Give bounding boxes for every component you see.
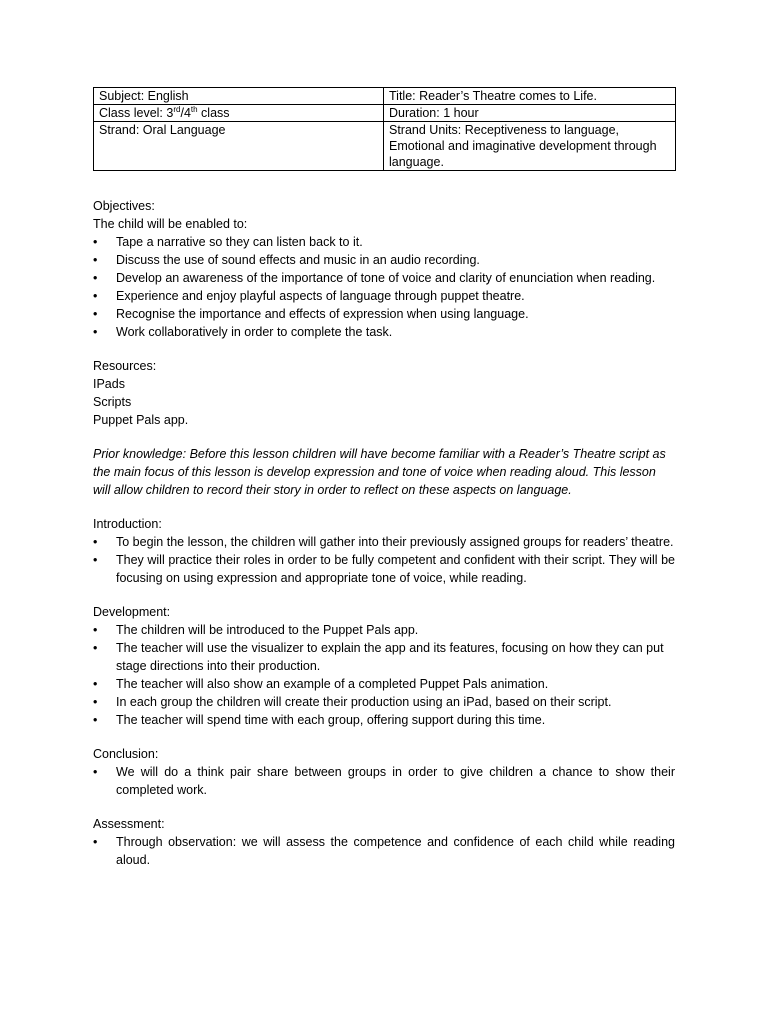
table-row	[94, 105, 676, 122]
introduction-section	[93, 515, 675, 587]
resources-section	[93, 357, 675, 429]
list-item-text: Work collaboratively in order to complete the task.	[116, 325, 393, 339]
class-level-sup-th: th	[190, 104, 198, 114]
assessment-heading: Assessment:	[93, 817, 165, 831]
objectives-heading: Objectives:	[93, 199, 155, 213]
bullet-icon: •	[93, 253, 98, 267]
list-item	[93, 551, 675, 587]
table-row	[94, 88, 676, 105]
list-item	[93, 233, 675, 251]
assessment-list	[93, 833, 675, 869]
bullet-icon: •	[93, 535, 98, 549]
resource-item: Puppet Pals app.	[93, 413, 189, 427]
conclusion-heading: Conclusion:	[93, 747, 159, 761]
list-item-text: Develop an awareness of the importance of tone of voice and clarity of enunciation when reading.	[116, 271, 656, 285]
list-item	[93, 533, 675, 551]
objectives-section	[93, 197, 675, 341]
bullet-icon: •	[93, 553, 98, 567]
list-item-text: In each group the children will create their production using an iPad, based on their script.	[116, 695, 612, 709]
development-section	[93, 603, 675, 729]
objectives-intro: The child will be enabled to:	[93, 217, 248, 231]
list-item-text: They will practice their roles in order to be fully competent and confident with their script. They will be focusing on using expression and appropriate tone of voice, while reading.	[116, 553, 675, 585]
list-item	[93, 639, 675, 675]
introduction-heading: Introduction:	[93, 517, 162, 531]
subject-cell: Subject: English	[94, 88, 384, 105]
class-level-cell	[94, 105, 384, 122]
table-row	[94, 122, 676, 171]
list-item	[93, 287, 675, 305]
objectives-list	[93, 233, 675, 341]
list-item	[93, 251, 675, 269]
list-item	[93, 693, 675, 711]
list-item-text: Tape a narrative so they can listen back to it.	[116, 235, 363, 249]
bullet-icon: •	[93, 289, 98, 303]
list-item-text: The teacher will also show an example of a completed Puppet Pals animation.	[116, 677, 549, 691]
list-item-text: The teacher will use the visualizer to explain the app and its features, focusing on how they can put stage directions into their production.	[116, 641, 664, 673]
class-level-mid: /4	[180, 106, 191, 120]
development-list	[93, 621, 675, 729]
bullet-icon: •	[93, 835, 98, 849]
list-item	[93, 621, 675, 639]
bullet-icon: •	[93, 695, 98, 709]
list-item	[93, 323, 675, 341]
prior-knowledge-paragraph: Prior knowledge: Before this lesson children will have become familiar with a Reader’s Theatre script as the main focus of this lesson is develop expression and tone of voice when reading aloud. This lesson will allow children to record their story in order to reflect on these aspects on language.	[93, 447, 666, 497]
list-item-text: Experience and enjoy playful aspects of language through puppet theatre.	[116, 289, 525, 303]
list-item-text: The teacher will spend time with each group, offering support during this time.	[116, 713, 546, 727]
list-item	[93, 833, 675, 869]
bullet-icon: •	[93, 271, 98, 285]
bullet-icon: •	[93, 765, 98, 779]
resources-heading: Resources:	[93, 359, 157, 373]
list-item	[93, 711, 675, 729]
conclusion-section	[93, 745, 675, 799]
bullet-icon: •	[93, 713, 98, 727]
conclusion-list	[93, 763, 675, 799]
bullet-icon: •	[93, 325, 98, 339]
bullet-icon: •	[93, 235, 98, 249]
list-item-text: We will do a think pair share between groups in order to give children a chance to show their completed work.	[116, 765, 675, 797]
title-cell: Title: Reader’s Theatre comes to Life.	[384, 88, 676, 105]
bullet-icon: •	[93, 623, 98, 637]
introduction-list	[93, 533, 675, 587]
list-item	[93, 305, 675, 323]
class-level-sup-rd: rd	[173, 104, 181, 114]
class-level-suffix: class	[197, 106, 230, 120]
bullet-icon: •	[93, 307, 98, 321]
duration-cell: Duration: 1 hour	[384, 105, 676, 122]
resource-item: IPads	[93, 377, 125, 391]
list-item	[93, 763, 675, 799]
development-heading: Development:	[93, 605, 171, 619]
list-item-text: Recognise the importance and effects of expression when using language.	[116, 307, 529, 321]
list-item-text: To begin the lesson, the children will gather into their previously assigned groups for readers’ theatre.	[116, 535, 674, 549]
strand-units-cell: Strand Units: Receptiveness to language, Emotional and imaginative development through language.	[384, 122, 676, 171]
list-item	[93, 269, 675, 287]
assessment-section	[93, 815, 675, 869]
bullet-icon: •	[93, 641, 98, 655]
list-item-text: The children will be introduced to the Puppet Pals app.	[116, 623, 419, 637]
lesson-plan-page	[93, 87, 675, 869]
list-item	[93, 675, 675, 693]
list-item-text: Through observation: we will assess the competence and confidence of each child while reading aloud.	[116, 835, 675, 867]
strand-cell: Strand: Oral Language	[94, 122, 384, 171]
lesson-info-table	[93, 87, 676, 171]
list-item-text: Discuss the use of sound effects and music in an audio recording.	[116, 253, 480, 267]
resource-item: Scripts	[93, 395, 132, 409]
class-level-prefix: Class level: 3	[99, 106, 174, 120]
bullet-icon: •	[93, 677, 98, 691]
